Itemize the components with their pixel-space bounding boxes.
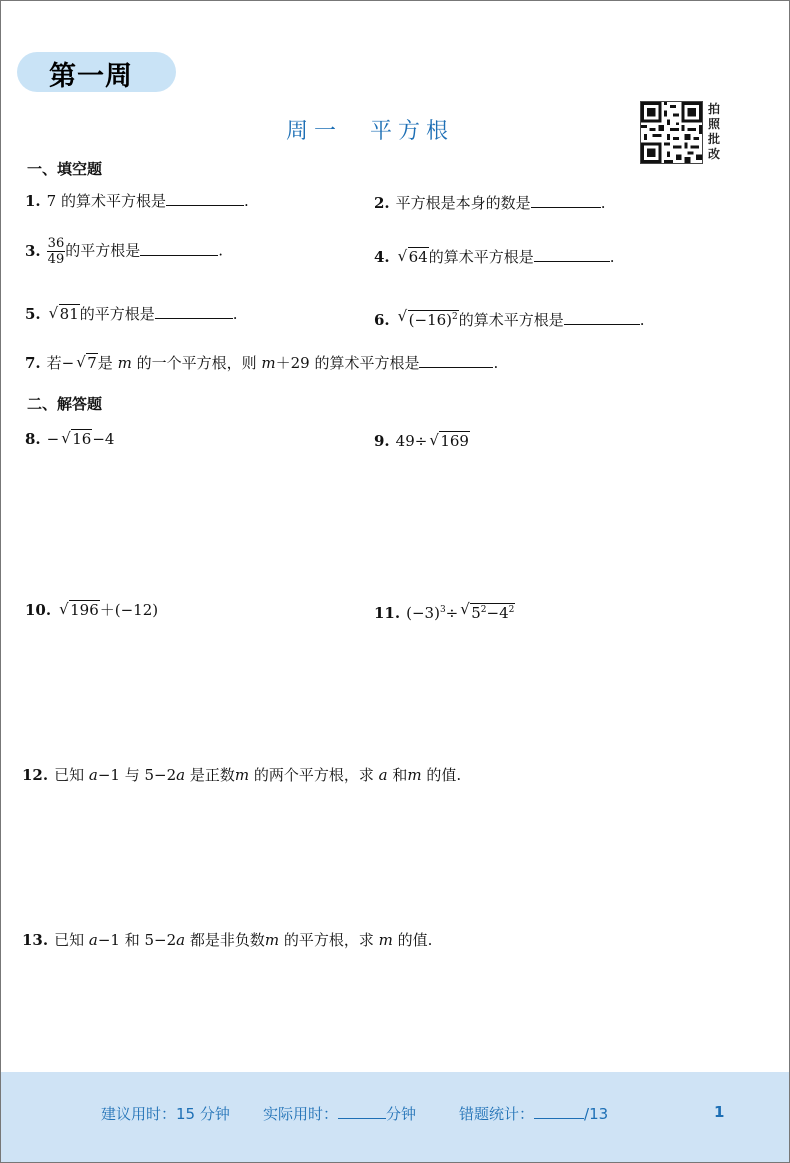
radicand: 7 [87, 354, 97, 372]
question-number: 4. [374, 248, 390, 266]
question-5 [25, 304, 238, 324]
qr-label [705, 102, 723, 162]
variable: m [407, 766, 422, 784]
question-number: 8. [25, 430, 41, 448]
radicand: 16 [72, 430, 92, 448]
question-text: −4 [92, 430, 115, 448]
variable: a [176, 766, 186, 784]
question-text: . [639, 311, 645, 329]
question-text: 都是非负数 [185, 931, 265, 949]
variable: m [378, 931, 393, 949]
question-number: 12. [22, 766, 49, 784]
answer-blank[interactable] [564, 310, 640, 325]
variable: a [176, 931, 186, 949]
variable: m [261, 354, 276, 372]
radicand: 81 [59, 305, 79, 323]
answer-blank[interactable] [140, 241, 218, 256]
exponent: 2 [452, 312, 458, 322]
page-number: 1 [714, 1103, 725, 1121]
variable: m [117, 354, 132, 372]
error-count [459, 1103, 608, 1124]
question-9 [374, 431, 470, 451]
question-number: 1. [25, 192, 41, 210]
question-13 [22, 930, 432, 950]
actual-time-blank[interactable] [338, 1105, 386, 1119]
question-text: ＋(−12) [99, 601, 159, 619]
question-text: 的值. [421, 766, 462, 784]
qr-label-char: 照 [707, 117, 720, 131]
question-number: 2. [374, 194, 390, 212]
question-10 [25, 600, 158, 620]
question-number: 13. [22, 931, 49, 949]
question-text: . [218, 241, 224, 260]
answer-blank[interactable] [534, 247, 610, 262]
radicand [470, 603, 515, 622]
question-text: 若− [46, 354, 75, 372]
fraction-denominator: 49 [47, 252, 65, 267]
question-text: . [609, 248, 615, 266]
radicand: 196 [70, 601, 99, 619]
question-text: 的平方根，求 [279, 931, 379, 949]
week-title: 第一周 [49, 61, 133, 92]
question-number: 9. [374, 432, 390, 450]
variable: m [234, 766, 250, 784]
section-solve: 二、解答题 [27, 395, 103, 413]
question-text: 是正数 [185, 766, 235, 784]
variable: a [88, 766, 98, 784]
question-text: 的两个平方根，求 [249, 766, 379, 784]
question-text: 的平方根是 [65, 241, 141, 260]
question-number: 7. [25, 354, 41, 372]
question-12 [22, 765, 461, 785]
sqrt [398, 247, 429, 267]
qr-label-char: 改 [707, 147, 720, 161]
exponent: 2 [508, 605, 515, 615]
radicand-text: 5 [471, 604, 481, 622]
question-text: −1 与 5−2 [97, 766, 177, 784]
answer-blank[interactable] [419, 353, 493, 368]
question-number: 10. [25, 601, 52, 619]
question-text: −1 和 5−2 [97, 931, 177, 949]
answer-blank[interactable] [155, 304, 233, 319]
question-11 [374, 600, 515, 623]
qr-label-char: 拍 [707, 102, 720, 116]
suggested-time: 建议用时：15 分钟 [101, 1105, 230, 1123]
question-1 [25, 191, 249, 211]
sqrt [59, 600, 100, 620]
question-7 [25, 353, 498, 373]
answer-blank[interactable] [166, 191, 244, 206]
variable: a [88, 931, 98, 949]
exponent: 3 [439, 605, 446, 615]
section-fill-blank: 一、填空题 [27, 160, 103, 178]
question-text: 的值. [392, 931, 433, 949]
error-count-blank[interactable] [534, 1105, 584, 1119]
radicand: 169 [440, 432, 469, 450]
error-count-label: 错题统计： [459, 1105, 535, 1123]
sqrt [49, 304, 80, 324]
question-6 [374, 307, 645, 330]
exponent: 2 [480, 605, 487, 615]
answer-blank[interactable] [531, 193, 601, 208]
actual-time-label: 实际用时： [263, 1105, 339, 1123]
actual-time [263, 1103, 416, 1124]
question-number: 6. [374, 311, 390, 329]
sqrt [61, 429, 92, 449]
question-3 [25, 236, 223, 267]
question-text: . [493, 354, 499, 372]
question-text: 是 [97, 354, 118, 372]
radicand [408, 310, 459, 329]
sqrt [429, 431, 470, 451]
sqrt [76, 353, 98, 373]
week-tab [17, 52, 176, 92]
question-text: 和 [387, 766, 408, 784]
question-text: 的平方根是 [79, 305, 155, 323]
radicand-text: −4 [486, 604, 509, 622]
fraction [47, 236, 66, 267]
question-text: . [232, 305, 238, 323]
sqrt [460, 600, 515, 623]
question-text: 已知 [54, 931, 89, 949]
question-text: . [600, 194, 606, 212]
question-text: 的算术平方根是 [458, 311, 564, 329]
radicand: 64 [408, 248, 428, 266]
question-number: 3. [25, 241, 41, 260]
question-text: 49÷ [395, 432, 428, 450]
actual-time-unit: 分钟 [386, 1105, 417, 1123]
question-4 [374, 247, 615, 267]
question-text: 已知 [54, 766, 89, 784]
question-text: (−3) [406, 604, 440, 622]
qr-label-char: 批 [707, 132, 720, 146]
question-text: 7 的算术平方根是 [46, 192, 166, 210]
variable: a [378, 766, 388, 784]
fraction-numerator: 36 [47, 236, 65, 251]
question-8 [25, 429, 114, 449]
question-text: 的一个平方根，则 [131, 354, 262, 372]
radicand-text: (−16) [408, 311, 453, 329]
question-text: ＋29 的算术平方根是 [275, 354, 420, 372]
day-title: 周一 平方根 [286, 119, 455, 144]
question-text: 的算术平方根是 [428, 248, 534, 266]
question-number: 11. [374, 604, 401, 622]
error-count-total: /13 [584, 1105, 609, 1123]
question-text: ÷ [445, 604, 459, 622]
question-text: 平方根是本身的数是 [395, 194, 531, 212]
variable: m [264, 931, 280, 949]
qr-code-icon[interactable] [640, 101, 703, 164]
question-text: . [243, 192, 249, 210]
question-text: − [46, 430, 60, 448]
question-2 [374, 193, 605, 213]
sqrt [398, 307, 459, 330]
question-number: 5. [25, 305, 41, 323]
